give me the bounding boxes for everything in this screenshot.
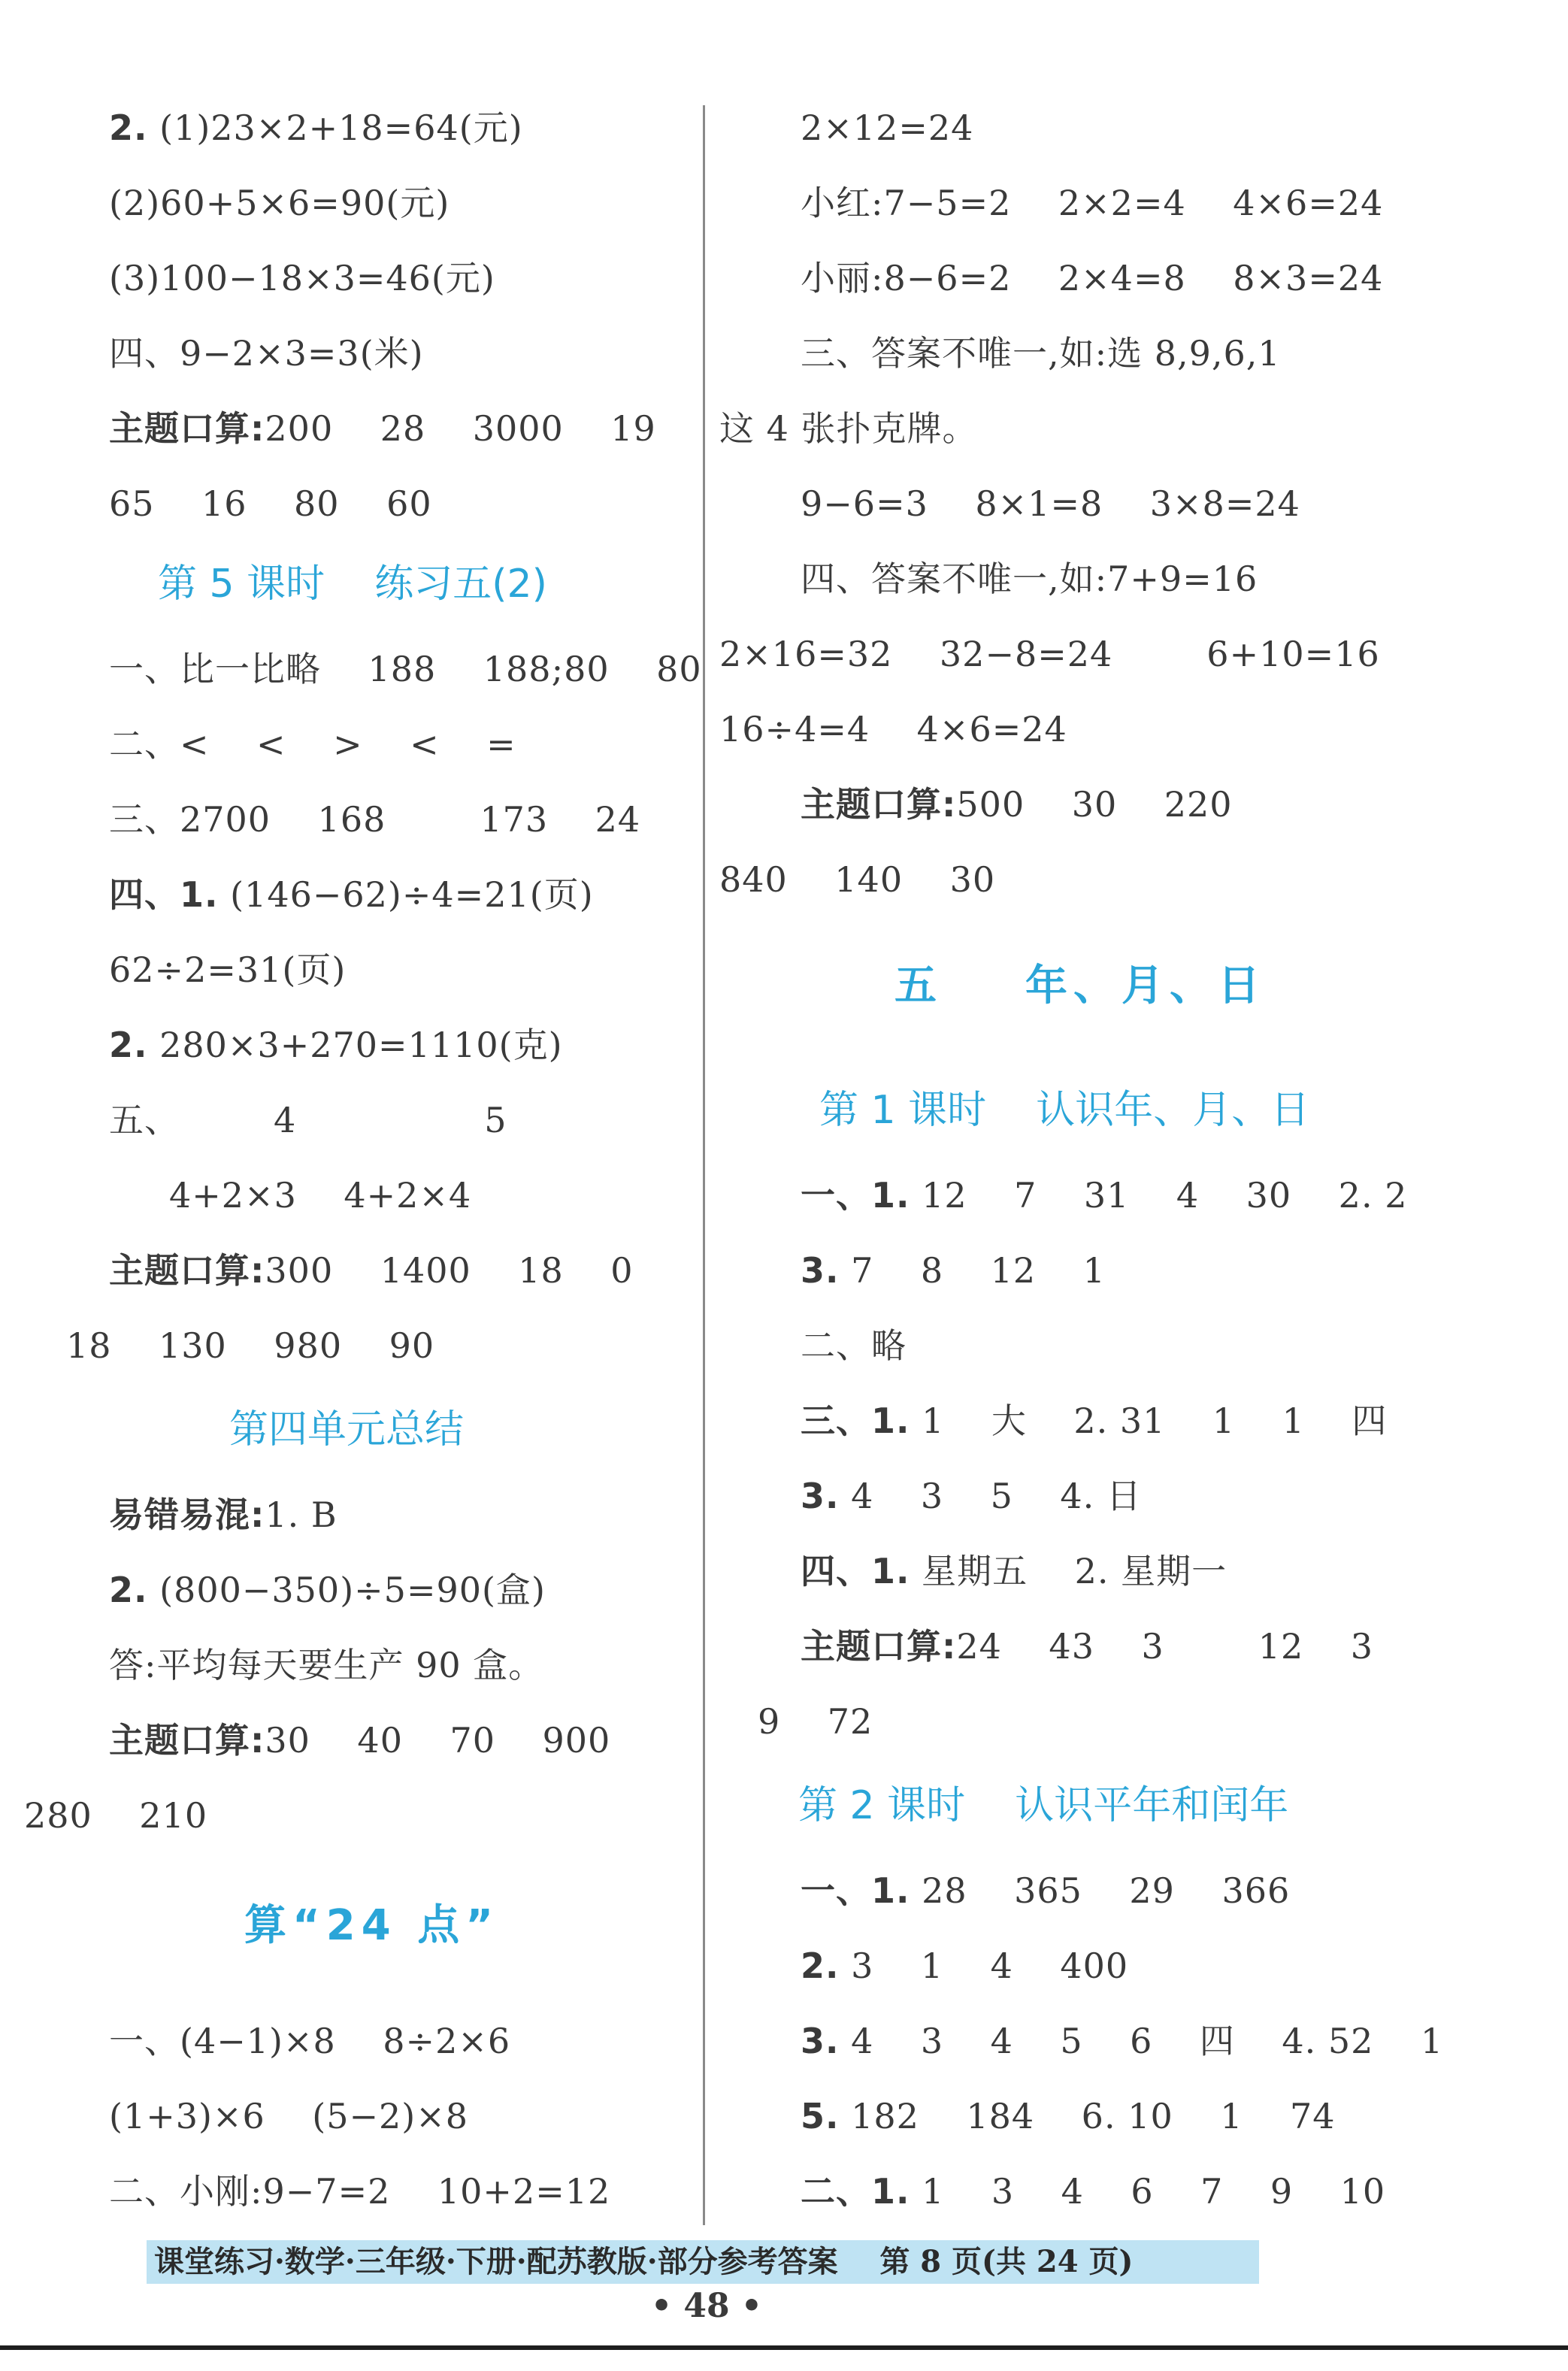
answer-line (109, 481, 432, 526)
answer-line (801, 1943, 1128, 1988)
answer-line (109, 1022, 563, 1067)
answer-line (109, 797, 640, 842)
answer-line (109, 256, 495, 301)
section-heading: 五 年、月、日 (894, 961, 1266, 1010)
item-text: 二、小刚:9−7=2 10+2=12 (109, 2171, 611, 2212)
item-label: 一、1. (801, 1175, 910, 1216)
item-label: 2. (109, 1570, 148, 1610)
answer-line (109, 331, 424, 376)
item-label: 2. (109, 1025, 148, 1065)
item-label: 3. (801, 1476, 840, 1516)
item-label: 2. (801, 1946, 840, 1986)
answer-line (109, 722, 516, 767)
section-heading: 第四单元总结 (229, 1407, 465, 1452)
answer-line (801, 105, 973, 150)
item-text: 二、< < > < = (109, 724, 516, 765)
answer-line (801, 1323, 907, 1368)
item-text: 一、(4−1)×8 8÷2×6 (109, 2021, 511, 2061)
answer-line (801, 2169, 1385, 2214)
item-text: 7 8 12 1 (839, 1250, 1106, 1291)
item-text: 4+2×3 4+2×4 (169, 1175, 472, 1216)
item-text: 四、9−2×3=3(米) (109, 333, 424, 374)
item-text: (1+3)×6 (5−2)×8 (109, 2096, 469, 2136)
bottom-rule (0, 2345, 1568, 2350)
item-text: 12 7 31 4 30 2. 2 (910, 1175, 1408, 1216)
answer-line (109, 872, 594, 917)
answer-line (719, 707, 1067, 752)
item-text: 4 3 5 4. 日 (839, 1476, 1142, 1516)
item-label: 二、1. (801, 2171, 910, 2212)
footer-caption: 课堂练习·数学·三年级·下册·配苏教版·部分参考答案 第 8 页(共 24 页) (154, 2244, 1134, 2279)
item-text: 9−6=3 8×1=8 3×8=24 (801, 483, 1300, 524)
answer-line (109, 2169, 610, 2214)
answer-line (109, 646, 702, 692)
item-text: 4 3 4 5 6 四 4. 52 1 (839, 2021, 1444, 2061)
answer-line (801, 556, 1258, 601)
section-heading: 第 2 课时 认识平年和闰年 (798, 1783, 1289, 1828)
item-label: 四、1. (109, 874, 219, 915)
answer-line (801, 256, 1383, 301)
item-text: 500 30 220 (956, 784, 1233, 825)
answer-line (801, 2094, 1336, 2139)
answer-line (801, 1173, 1407, 1218)
item-label: 主题口算: (109, 408, 265, 449)
item-text: 200 28 3000 19 (265, 408, 656, 449)
item-text: (3)100−18×3=46(元) (109, 258, 495, 298)
item-text: 1 大 2. 31 1 1 四 (910, 1400, 1388, 1441)
section-heading: 第 5 课时 练习五(2) (158, 562, 547, 607)
answer-line (801, 481, 1300, 526)
section-heading: 算“24 点” (244, 1901, 500, 1950)
item-label: 主题口算: (801, 1626, 957, 1667)
item-label: 主题口算: (109, 1720, 265, 1761)
item-label: 主题口算: (109, 1250, 265, 1291)
answer-line (109, 2018, 510, 2064)
answer-line (758, 1699, 873, 1744)
item-text: (2)60+5×6=90(元) (109, 183, 450, 223)
item-label: 易错易混: (109, 1494, 265, 1535)
item-text: 2×16=32 32−8=24 6+10=16 (719, 634, 1380, 674)
item-text: 这 4 张扑克牌。 (719, 408, 978, 449)
item-label: 一、1. (801, 1870, 910, 1911)
answer-line (719, 406, 978, 451)
answer-line (801, 331, 1281, 376)
item-label: 3. (801, 1250, 840, 1291)
item-text: 62÷2=31(页) (109, 949, 347, 990)
item-text: 280 210 (24, 1795, 208, 1836)
answer-line (801, 2018, 1443, 2064)
item-label: 2. (109, 107, 148, 148)
item-text: (1)23×2+18=64(元) (147, 107, 523, 148)
item-text: 24 43 3 12 3 (956, 1626, 1373, 1667)
answer-line (109, 180, 450, 226)
item-text: 18 130 980 90 (66, 1325, 435, 1366)
item-text: 小红:7−5=2 2×2=4 4×6=24 (801, 183, 1384, 223)
answer-line (801, 1398, 1387, 1443)
item-text: 二、略 (801, 1325, 907, 1366)
answer-line (801, 1868, 1290, 1913)
item-text: 星期五 2. 星期一 (910, 1551, 1227, 1591)
answer-line (109, 105, 523, 150)
item-text: 65 16 80 60 (109, 483, 432, 524)
item-text: 小丽:8−6=2 2×4=8 8×3=24 (801, 258, 1384, 298)
item-text: 一、比一比略 188 188;80 80 (109, 649, 702, 689)
answer-line (109, 1098, 507, 1143)
item-text: 1. B (265, 1494, 338, 1535)
item-text: (146−62)÷4=21(页) (218, 874, 594, 915)
item-text: 三、答案不唯一,如:选 8,9,6,1 (801, 333, 1281, 374)
answer-line (109, 406, 656, 451)
item-text: 答:平均每天要生产 90 盒。 (109, 1645, 544, 1685)
answer-line (801, 1624, 1373, 1669)
item-text: 28 365 29 366 (910, 1870, 1291, 1911)
item-text: 300 1400 18 0 (265, 1250, 634, 1291)
answer-line (801, 1473, 1142, 1519)
answer-line (801, 180, 1383, 226)
item-text: 1 3 4 6 7 9 10 (910, 2171, 1386, 2212)
item-text: 3 1 4 400 (839, 1946, 1129, 1986)
answer-line (109, 2094, 468, 2139)
item-label: 主题口算: (801, 784, 957, 825)
item-text: 280×3+270=1110(克) (147, 1025, 563, 1065)
answer-line (109, 1643, 543, 1688)
item-label: 5. (801, 2096, 840, 2136)
answer-line (801, 782, 1233, 827)
answer-line (719, 857, 995, 902)
answer-line (169, 1173, 471, 1218)
item-text: (800−350)÷5=90(盒) (147, 1570, 546, 1610)
section-heading: 第 1 课时 认识年、月、日 (819, 1088, 1310, 1133)
item-text: 三、2700 168 173 24 (109, 799, 641, 840)
item-text: 30 40 70 900 (265, 1720, 611, 1761)
item-label: 三、1. (801, 1400, 910, 1441)
answer-line (109, 1718, 610, 1763)
answer-line (109, 1492, 338, 1537)
answer-line (801, 1248, 1106, 1293)
item-label: 四、1. (801, 1551, 910, 1591)
column-divider (703, 105, 705, 2225)
answer-line (719, 631, 1380, 677)
item-text: 五、 4 5 (109, 1100, 507, 1140)
answer-line (109, 947, 346, 992)
page-number: • 48 • (650, 2287, 763, 2325)
answer-line (109, 1248, 634, 1293)
item-text: 四、答案不唯一,如:7+9=16 (801, 559, 1258, 599)
answer-line (801, 1549, 1227, 1594)
item-text: 16÷4=4 4×6=24 (719, 709, 1067, 749)
item-text: 840 140 30 (719, 859, 996, 900)
item-text: 182 184 6. 10 1 74 (839, 2096, 1336, 2136)
answer-line (24, 1793, 207, 1838)
item-label: 3. (801, 2021, 840, 2061)
answer-line (109, 1567, 546, 1612)
item-text: 9 72 (758, 1701, 873, 1742)
answer-line (66, 1323, 434, 1368)
item-text: 2×12=24 (801, 107, 974, 148)
